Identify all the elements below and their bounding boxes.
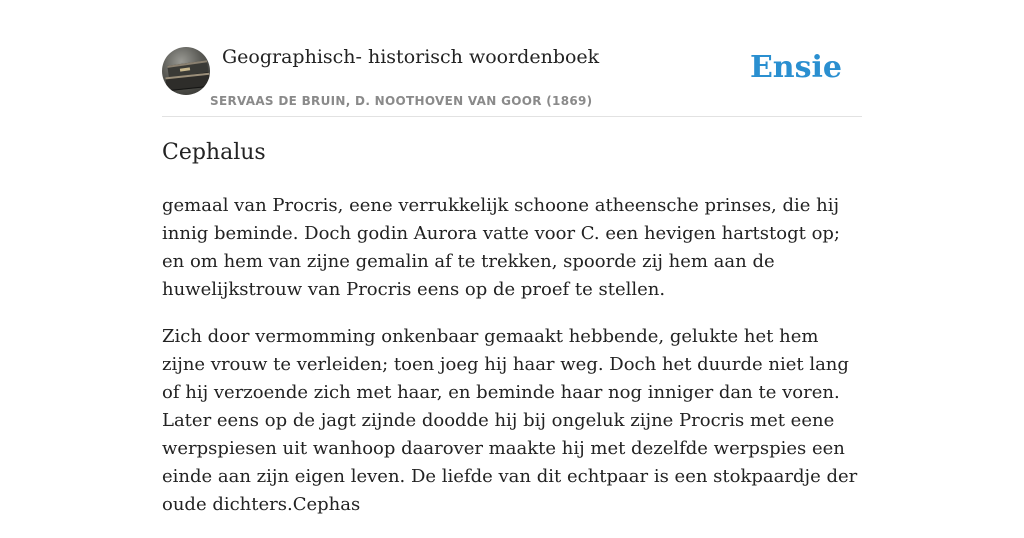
entry-title: Cephalus	[162, 140, 266, 165]
page	[162, 0, 862, 515]
book-authors: SERVAAS DE BRUIN, D. NOOTHOVEN VAN GOOR (1869)	[210, 94, 593, 108]
entry-paragraph: gemaal van Procris, eene verrukkelijk schoone atheensche prinses, die hij innig beminde. Doch godin Aurora vatte voor C. een hevigen hartstogt op; en om hem van zijne gemalin af te trekken, spoorde zij hem aan de huwelijkstrouw van Procris eens op de proef te stellen.	[162, 195, 840, 300]
header	[162, 0, 862, 117]
book-title[interactable]: Geographisch- historisch woordenboek	[222, 46, 600, 68]
book-stack-icon[interactable]	[162, 47, 210, 95]
entry-paragraph: Zich door vermomming onkenbaar gemaakt hebbende, gelukte het hem zijne vrouw te verleiden; toen joeg hij haar weg. Doch het duurde niet lang of hij verzoende zich met haar, en beminde haar nog inniger dan te voren. Later eens op de jagt zijnde doodde hij bij ongeluk zijne Procris met eene werpspiesen uit wanhoop daarover maakte hij met dezelfde werpspies een einde aan zijn eigen leven. De liefde van dit echtpaar is een stokpaardje der oude dichters.Cephas	[162, 326, 858, 515]
entry-body	[162, 192, 862, 538]
brand-logo-link[interactable]: Ensie	[749, 50, 842, 85]
